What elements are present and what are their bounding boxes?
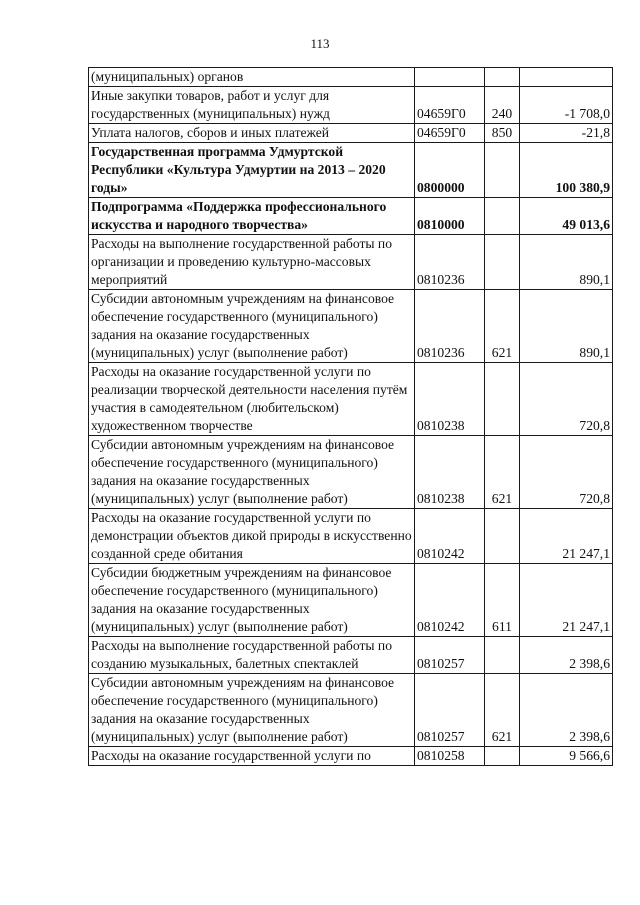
row-name-cell: Уплата налогов, сборов и иных платежей [89,124,415,143]
row-expense-type-cell [485,747,520,766]
table-row [89,637,613,674]
row-amount-cell: 2 398,6 [520,637,613,674]
row-amount-cell: -21,8 [520,124,613,143]
row-code-cell: 0810236 [415,235,485,290]
table-row [89,87,613,124]
table-row [89,68,613,87]
row-amount-cell: 49 013,6 [520,198,613,235]
row-expense-type-cell: 621 [485,674,520,747]
row-amount-cell [520,68,613,87]
row-code-cell: 0810000 [415,198,485,235]
row-code-cell: 0810242 [415,564,485,637]
row-expense-type-cell: 850 [485,124,520,143]
table-row [89,747,613,766]
table-row [89,235,613,290]
row-code-cell: 0810238 [415,363,485,436]
row-amount-cell: 720,8 [520,363,613,436]
row-code-cell: 0810258 [415,747,485,766]
table-row [89,509,613,564]
row-amount-cell: 2 398,6 [520,674,613,747]
table-row [89,564,613,637]
table-row [89,143,613,198]
table-row [89,124,613,143]
row-name-cell: Субсидии автономным учреждениям на финансовое обеспечение государственного (муниципального) задания на оказание государственных (муниципальных) услуг (выполнение работ) [89,436,415,509]
row-expense-type-cell [485,68,520,87]
row-name-cell: Расходы на выполнение государственной работы по созданию музыкальных, балетных спектаклей [89,637,415,674]
row-code-cell: 0800000 [415,143,485,198]
row-name-cell: Подпрограмма «Поддержка профессионального искусства и народного творчества» [89,198,415,235]
table-row [89,674,613,747]
table-row [89,290,613,363]
row-code-cell: 0810238 [415,436,485,509]
row-expense-type-cell [485,637,520,674]
row-amount-cell: 9 566,6 [520,747,613,766]
table-row [89,363,613,436]
row-name-cell: Субсидии автономным учреждениям на финансовое обеспечение государственного (муниципального) задания на оказание государственных (муниципальных) услуг (выполнение работ) [89,290,415,363]
row-code-cell: 0810257 [415,637,485,674]
row-name-cell: Расходы на оказание государственной услуги по реализации творческой деятельности населения путём участия в самодеятельном (любительском) художественном творчестве [89,363,415,436]
row-expense-type-cell [485,143,520,198]
row-expense-type-cell [485,235,520,290]
row-code-cell [415,68,485,87]
budget-table [88,67,613,766]
page-number: 113 [310,36,330,51]
row-expense-type-cell [485,363,520,436]
row-name-cell: Государственная программа Удмуртской Республики «Культура Удмуртии на 2013 – 2020 годы» [89,143,415,198]
row-amount-cell: 100 380,9 [520,143,613,198]
row-code-cell: 04659Г0 [415,124,485,143]
row-expense-type-cell [485,198,520,235]
row-expense-type-cell [485,509,520,564]
row-amount-cell: 890,1 [520,235,613,290]
row-amount-cell: -1 708,0 [520,87,613,124]
row-amount-cell: 21 247,1 [520,564,613,637]
row-amount-cell: 890,1 [520,290,613,363]
row-code-cell: 0810257 [415,674,485,747]
row-amount-cell: 720,8 [520,436,613,509]
row-name-cell: Расходы на выполнение государственной работы по организации и проведению культурно-массовых мероприятий [89,235,415,290]
row-code-cell: 04659Г0 [415,87,485,124]
row-expense-type-cell: 240 [485,87,520,124]
row-expense-type-cell: 611 [485,564,520,637]
table-row [89,436,613,509]
row-name-cell: Расходы на оказание государственной услуги по демонстрации объектов дикой природы в искусственно созданной среде обитания [89,509,415,564]
table-row [89,198,613,235]
row-name-cell: Расходы на оказание государственной услуги по [89,747,415,766]
row-name-cell: Субсидии автономным учреждениям на финансовое обеспечение государственного (муниципального) задания на оказание государственных (муниципальных) услуг (выполнение работ) [89,674,415,747]
row-code-cell: 0810242 [415,509,485,564]
row-name-cell: Иные закупки товаров, работ и услуг для государственных (муниципальных) нужд [89,87,415,124]
budget-table-body [89,68,613,766]
row-code-cell: 0810236 [415,290,485,363]
row-amount-cell: 21 247,1 [520,509,613,564]
row-name-cell: Субсидии бюджетным учреждениям на финансовое обеспечение государственного (муниципального) задания на оказание государственных (муниципальных) услуг (выполнение работ) [89,564,415,637]
row-expense-type-cell: 621 [485,436,520,509]
row-expense-type-cell: 621 [485,290,520,363]
row-name-cell: (муниципальных) органов [89,68,415,87]
